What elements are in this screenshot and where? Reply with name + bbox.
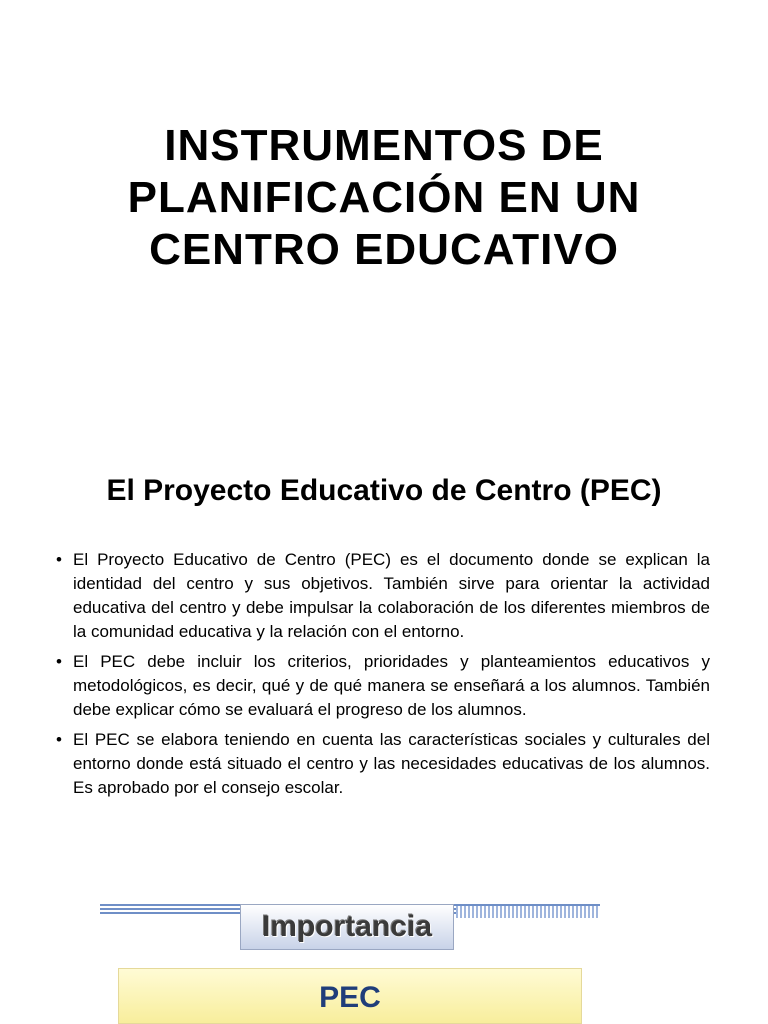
bullet-icon: • xyxy=(56,652,62,671)
section-heading: El Proyecto Educativo de Centro (PEC) xyxy=(106,474,662,507)
pec-box: PEC xyxy=(118,968,582,1024)
list-item-text: El PEC debe incluir los criterios, prioridades y planteamientos educativos y metodológicos, es decir, qué y de qué manera se enseñará a los alumnos. También debe explicar cómo se evaluará el progreso de los alumnos. xyxy=(73,652,710,719)
importancia-banner xyxy=(100,900,600,950)
banner-stripes-right xyxy=(456,906,600,918)
title-line-2: PLANIFICACIÓN EN UN xyxy=(127,173,641,222)
list-item xyxy=(56,548,710,644)
bullet-list xyxy=(56,548,710,806)
title-line-3: CENTRO EDUCATIVO xyxy=(149,225,619,274)
title-line-1: INSTRUMENTOS DE xyxy=(164,121,604,170)
list-item-text: El Proyecto Educativo de Centro (PEC) es el documento donde se explican la identidad del centro y sus objetivos. También sirve para orientar la actividad educativa del centro y debe impulsar la colaboración de los diferentes miembros de la comunidad educativa y la relación con el entorno. xyxy=(73,550,710,641)
bullet-icon: • xyxy=(56,550,62,569)
bullet-icon: • xyxy=(56,730,62,749)
page-title xyxy=(60,120,708,276)
list-item-text: El PEC se elabora teniendo en cuenta las características sociales y culturales del entorno donde está situado el centro y las necesidades educativas de los alumnos. Es aprobado por el consejo escolar. xyxy=(73,730,710,797)
list-item xyxy=(56,728,710,800)
banner-label: Importancia xyxy=(240,904,454,950)
list-item xyxy=(56,650,710,722)
